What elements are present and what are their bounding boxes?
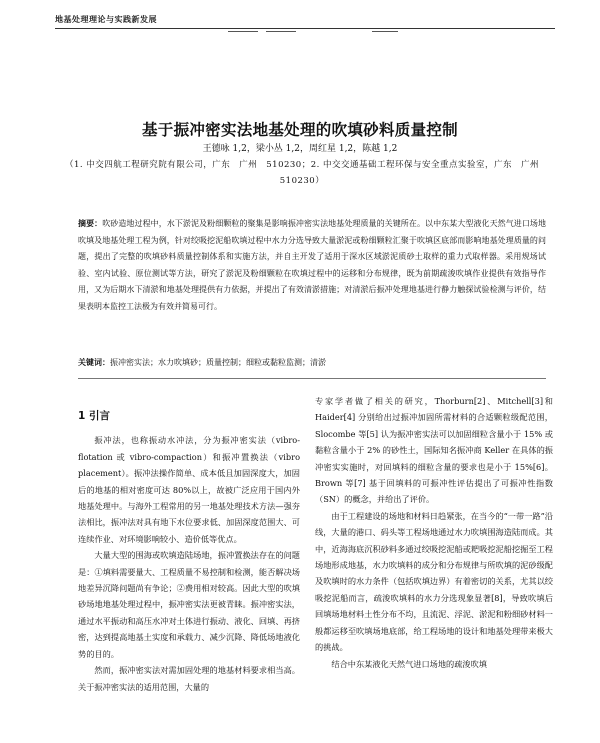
running-head: 地基处理理论与实践新发展 (55, 15, 157, 24)
keywords-label: 关键词： (78, 358, 110, 367)
paragraph: 结合中东某液化天然气进口场地的疏浚吹填 (331, 658, 487, 669)
abstract-label: 摘要： (78, 219, 103, 228)
header-rule (55, 28, 555, 29)
abstract-text: 吹砂造地过程中，水下淤泥及粉细颗粒的聚集是影响振冲密实法地基处理质量的关键所在。以中东某大型液化天然气进口场地吹填及地基处理工程为例，针对绞吸挖泥船吹填过程中水力分选导致大量淤泥或粉细颗粒汇聚于吹填区底部而影响地基处理质量的问题，提出了完整的吹填砂料质量控制体系和实施方法，并自主开发了适用于深水区域淤泥质砂土取样的重力式取样器。采用规场试验、室内试验、原位测试等方法，研究了淤泥及粉细颗粒在吹填过程中的运移和分布规律，既为前期疏浚吹填作业提供有效指导作用，又为后期水下清淤和地基处理提供有力依据，并提出了有效清淤措施；对清淤后振冲处理地基进行静力触探试验检测与评价，结果表明本监控工法极为有效并简易可行。 (78, 219, 547, 311)
abstract (78, 216, 546, 315)
left-column (78, 408, 300, 695)
paragraph: 振冲法，也称振动水冲法，分为振冲密实法（vibro-flotation 或 vibro-compaction）和振冲置换法（vibro placement）。振冲法操作简单、成本低且加固深度大，加固后的地基的相对密度可达 80%以上，故被广泛应用于国内外地基处理中。与海外工程常用的另一地基处理技术方法—强夯法相比，振冲法对具有地下水位要求低、加固深度范围大、可连续作业、对环境影响较小、造价低等优点。 (78, 435, 300, 544)
abstract-rule (78, 378, 546, 379)
header-dash (266, 31, 296, 32)
paper-title: 基于振冲密实法地基处理的吹填砂料质量控制 (141, 121, 458, 139)
paragraph: 然而，振冲密实法对需加固处理的地基材料要求相当高。关于振冲密实法的适用范围，大量的 (78, 665, 300, 692)
keywords-text: 振冲密实法；水力吹填砂；质量控制；细粒或黏粒监测；清淤 (110, 358, 326, 367)
paragraph: 由于工程建设的场地和材料日趋紧张，在当今的“一带一路”沿线，大量的港口、码头等工程场地通过水力吹填围海造陆而成。其中，近海海底沉积砂料多通过绞吸挖泥船或耙吸挖泥船挖掘至工程场地形成地基，水力吹填料的成分和分布规律与所吹填的泥砂级配及吹填时的水力条件（包括吹填边界）有着密切的关系，尤其以绞吸挖泥船而言，疏浚吹填料的水力分选现象显著[8]，导致吹填后回填场地材料土性分布不均，且流泥、浮泥、淤泥和粉细砂材料一般都运移至吹填场地底部，给工程场地的设计和地基处理带来极大的挑战。 (315, 510, 553, 653)
keywords (78, 355, 546, 371)
right-column (315, 393, 553, 672)
affiliation: （1. 中交四航工程研究院有限公司，广东 广州 510230；2. 中交交通基础工程环保与安全重点实验室，广东 广州 510230） (64, 160, 549, 186)
header-dash (228, 31, 258, 32)
header-dash (372, 31, 398, 32)
paragraph: 专家学者做了相关的研究，Thorburn[2]、Mitchell[3]和 Haider[4] 分别给出过振冲加固所需材料的合适颗粒级配范围，Slocombe 等[5] 认为振冲密实法可以加固细粒含量小于 15% 或黏粒含量小于 2% 的砂性土，国际知名振冲商 Keller 在具体的振冲密实实施时，对回填料的细粒含量的要求也是小于 15%[6]。Brown 等[7] 基于回填料的可振冲性评估提出了可振冲性指数（SN）的概念，并给出了评价。 (315, 396, 553, 505)
section-heading: 1 引言 (78, 410, 110, 422)
authors: 王德咏 1,2，梁小丛 1,2，周红星 1,2，陈越 1,2 (202, 144, 398, 154)
paragraph: 大量大型的围海或吹填造陆场地，振冲置换法存在的问题是：①填料需要量大、工程质量不易控制和检测，能否解决场地差异沉降问题尚有争论；②费用相对较高。因此大型的吹填砂场地地基处理过程中，振冲密实法更被青睐。振冲密实法，通过水平振动和高压水冲对土体进行振动、液化、回填、再挤密，达到提高地基土实度和承载力、减少沉降、降低场地液化势的目的。 (78, 550, 300, 659)
